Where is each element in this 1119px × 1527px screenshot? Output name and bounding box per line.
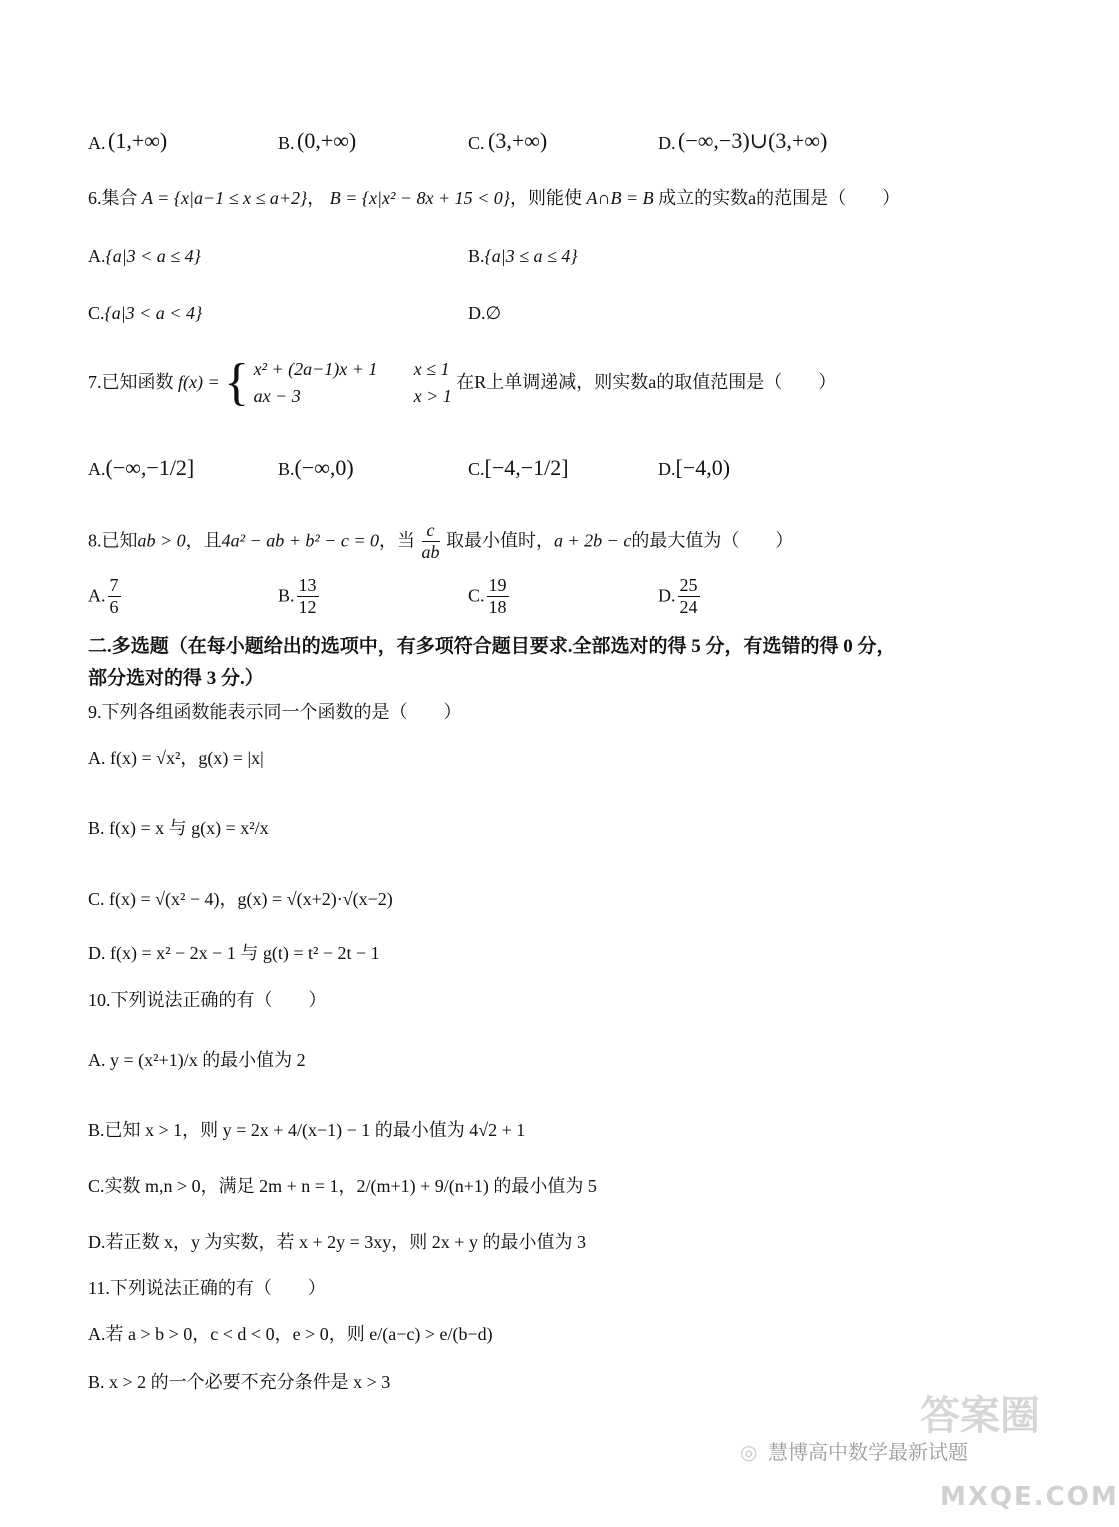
q8-option-b-num: 13	[298, 575, 317, 595]
q6-option-c-text: {a|3 < a < 4}	[104, 303, 203, 323]
q8-option-c-frac	[487, 575, 509, 617]
q6-option-a	[88, 246, 201, 268]
q7-option-d-text: [−4,0)	[675, 455, 731, 480]
q8-suffix: 的最大值为（ ）	[631, 530, 794, 551]
q8-option-a-frac	[108, 575, 121, 617]
q5-option-c-text: (3,+∞)	[488, 128, 548, 153]
q8-fraction	[422, 520, 440, 562]
q8-option-d-den: 24	[679, 596, 698, 617]
watermark-text: 慧博高中数学最新试题	[768, 1440, 968, 1464]
q11-option-a: A.若 a > b > 0，c < d < 0，e > 0，则 e/(a−c) > e/(b−d)	[88, 1324, 493, 1344]
q8-mid1: ，且	[185, 530, 222, 551]
q5-option-a-text: (1,+∞)	[108, 128, 168, 153]
q6-option-a-text: {a|3 < a ≤ 4}	[105, 246, 201, 266]
q6-option-b-text: {a|3 ≤ a ≤ 4}	[484, 246, 578, 266]
q7-option-a	[88, 455, 194, 481]
q7-option-b	[278, 455, 354, 481]
q8-option-d-num: 25	[679, 575, 698, 595]
q11-option-b: B. x > 2 的一个必要不充分条件是 x > 3	[88, 1372, 391, 1392]
q7-cases	[254, 356, 452, 410]
q8-option-a-num: 7	[109, 575, 119, 595]
q6-set-a: A = {x|a−1 ≤ x ≤ a+2}	[142, 188, 308, 208]
q7-option-b-text: (−∞,0)	[294, 455, 354, 480]
q10-stem: 10.下列说法正确的有（ ）	[88, 990, 327, 1010]
q8-mid3: 取最小值时，	[446, 530, 555, 551]
q7-option-a-text: (−∞,−1/2]	[105, 455, 195, 480]
q9-option-a: A. f(x) = √x²，g(x) = |x|	[88, 748, 264, 768]
q10-option-b: B.已知 x > 1，则 y = 2x + 4/(x−1) − 1 的最小值为 4√2 + 1	[88, 1120, 526, 1140]
q8-option-a-den: 6	[109, 596, 119, 617]
q6-middle: ，则能使	[510, 188, 582, 208]
q7-prefix: 7.已知函数	[88, 372, 174, 393]
q8-option-d	[658, 575, 702, 617]
q9-stem: 9.下列各组函数能表示同一个函数的是（ ）	[88, 702, 462, 722]
watermark-logo-icon: ◎	[740, 1440, 758, 1464]
q8-expression: a + 2b − c	[554, 530, 632, 551]
q8-option-d-frac	[678, 575, 700, 617]
q8-option-a	[88, 575, 123, 617]
q6-comma: ，	[307, 188, 326, 208]
q8-option-b-den: 12	[298, 596, 317, 617]
q5-option-d: D.	[658, 133, 676, 153]
q6-suffix: 成立的实数a的范围是（ ）	[658, 188, 901, 208]
q8-option-b-frac	[297, 575, 319, 617]
q7-option-a-label: A.	[88, 459, 106, 479]
q7-suffix: 在R上单调递减，则实数a的取值范围是（ ）	[456, 372, 837, 393]
q7-option-c-label: C.	[468, 459, 485, 479]
q8-option-c-num: 19	[488, 575, 507, 595]
q7-option-c-text: [−4,−1/2]	[484, 455, 569, 480]
q6-condition: A∩B = B	[586, 188, 654, 208]
q8-option-c	[468, 575, 511, 617]
q7-cond1: x ≤ 1	[413, 359, 450, 379]
q8-stem	[88, 520, 793, 562]
q6-prefix: 6.集合	[88, 188, 138, 208]
q9-option-d: D. f(x) = x² − 2x − 1 与 g(t) = t² − 2t − 1	[88, 943, 380, 963]
q9-option-c: C. f(x) = √(x² − 4)，g(x) = √(x+2)·√(x−2)	[88, 889, 393, 909]
q7-case1: x² + (2a−1)x + 1	[253, 359, 378, 379]
q8-prefix: 8.已知	[88, 530, 138, 551]
q10-option-a: A. y = (x²+1)/x 的最小值为 2	[88, 1050, 306, 1070]
q8-option-c-den: 18	[488, 596, 507, 617]
q8-frac-den: ab	[421, 541, 440, 562]
q8-option-c-label: C.	[468, 585, 485, 606]
q6-option-d-text: ∅	[485, 303, 502, 323]
q6-option-a-label: A.	[88, 246, 106, 266]
q8-frac-num: c	[422, 520, 440, 542]
q7-option-d-label: D.	[658, 459, 676, 479]
section2-heading-line1: 二.多选题（在每小题给出的选项中，有多项符合题目要求.全部选对的得 5 分，有选错的得 0 分，	[88, 636, 896, 657]
q6-option-c	[88, 303, 202, 325]
q7-cond2: x > 1	[413, 386, 452, 406]
q8-option-b-label: B.	[278, 585, 295, 606]
q7-brace: {	[224, 354, 250, 412]
q6-option-d-label: D.	[468, 303, 486, 323]
q6-stem	[88, 188, 900, 210]
q8-option-a-label: A.	[88, 585, 106, 606]
q7-option-b-label: B.	[278, 459, 295, 479]
q5-option-a: A.	[88, 133, 106, 153]
q8-option-b	[278, 575, 321, 617]
q7-case2: ax − 3	[253, 386, 301, 406]
q8-cond: ab > 0	[137, 530, 186, 551]
q11-stem: 11.下列说法正确的有（ ）	[88, 1278, 326, 1298]
q7-function-name: f(x) =	[178, 372, 220, 393]
q10-option-d: D.若正数 x，y 为实数，若 x + 2y = 3xy，则 2x + y 的最小值为 3	[88, 1232, 586, 1252]
q6-option-c-label: C.	[88, 303, 105, 323]
q7-option-d	[658, 455, 730, 481]
q6-option-b	[468, 246, 578, 268]
q7-stem	[88, 356, 836, 410]
section2-heading-line2: 部分选对的得 3 分.）	[88, 668, 264, 689]
q6-option-d	[468, 303, 501, 325]
q5-option-b-text: (0,+∞)	[297, 128, 357, 153]
q10-option-c: C.实数 m,n > 0，满足 2m + n = 1，2/(m+1) + 9/(n+1) 的最小值为 5	[88, 1176, 597, 1196]
q6-set-b: B = {x|x² − 8x + 15 < 0}	[329, 188, 510, 208]
watermark-logo-text: 答案圈	[920, 1393, 1040, 1439]
q7-option-c	[468, 455, 569, 481]
q9-option-b: B. f(x) = x 与 g(x) = x²/x	[88, 818, 269, 838]
q5-option-d-text: (−∞,−3)∪(3,+∞)	[678, 128, 828, 153]
q8-mid2: ，当	[379, 530, 416, 551]
q6-option-b-label: B.	[468, 246, 485, 266]
q5-option-b: B.	[278, 133, 295, 153]
q8-equation: 4a² − ab + b² − c = 0	[221, 530, 380, 551]
q5-option-c: C.	[468, 133, 485, 153]
q8-option-d-label: D.	[658, 585, 676, 606]
watermark-site: MXQE.COM	[940, 1482, 1119, 1512]
